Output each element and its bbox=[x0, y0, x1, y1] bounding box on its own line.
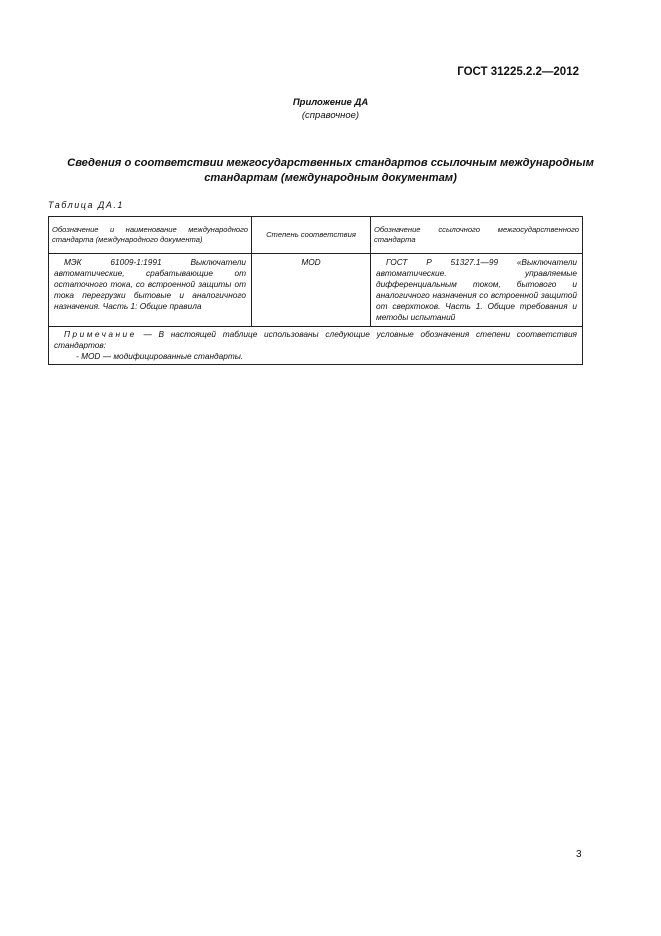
annex-heading bbox=[0, 96, 661, 122]
international-standard-text: МЭК 61009-1:1991 Выключатели автоматические, срабатывающие от остаточного тока, со встроенной защиты от тока перегрузки бытовые и аналогичного назначения. Часть 1: Общие правила bbox=[54, 257, 246, 311]
table-header-row bbox=[49, 217, 583, 254]
table-note-row bbox=[49, 327, 583, 365]
header-international-standard: Обозначение и наименование международного стандарта (международного документа) bbox=[49, 217, 252, 254]
cell-international-standard bbox=[49, 254, 252, 327]
interstate-standard-text: ГОСТ Р 51327.1—99 «Выключатели автоматические. управляемые дифференциальным током, бытового и аналогичного назначения со встроенной защитой от сверхтоков. Часть 1. Общие требования и методы испытаний bbox=[376, 257, 577, 322]
table-caption: Таблица ДА.1 bbox=[48, 200, 124, 210]
header-degree: Степень соответствия bbox=[252, 217, 371, 254]
page-number: 3 bbox=[576, 849, 582, 860]
correspondence-table bbox=[48, 216, 583, 365]
note-label: Примечание bbox=[64, 329, 137, 339]
note-text bbox=[54, 329, 577, 351]
cell-interstate-standard bbox=[371, 254, 583, 327]
document-title-line2: стандартам (международным документам) bbox=[204, 172, 457, 184]
document-title-line1: Сведения о соответствии межгосударственных стандартов ссылочным международным bbox=[67, 157, 594, 169]
gost-code: ГОСТ 31225.2.2—2012 bbox=[457, 66, 579, 78]
annex-title: Приложение ДА bbox=[292, 97, 369, 108]
table-note bbox=[49, 327, 583, 365]
table-row bbox=[49, 254, 583, 327]
note-item: - MOD — модифицированные стандарты. bbox=[76, 351, 244, 361]
annex-subtitle: (справочное) bbox=[301, 110, 360, 121]
header-interstate-standard: Обозначение ссылочного межгосударственного стандарта bbox=[371, 217, 583, 254]
document-title bbox=[48, 156, 613, 186]
note-body: — В настоящей таблице использованы следующие условные обозначения степени соответствия стандартов: bbox=[54, 329, 577, 350]
cell-degree: MOD bbox=[252, 254, 371, 327]
